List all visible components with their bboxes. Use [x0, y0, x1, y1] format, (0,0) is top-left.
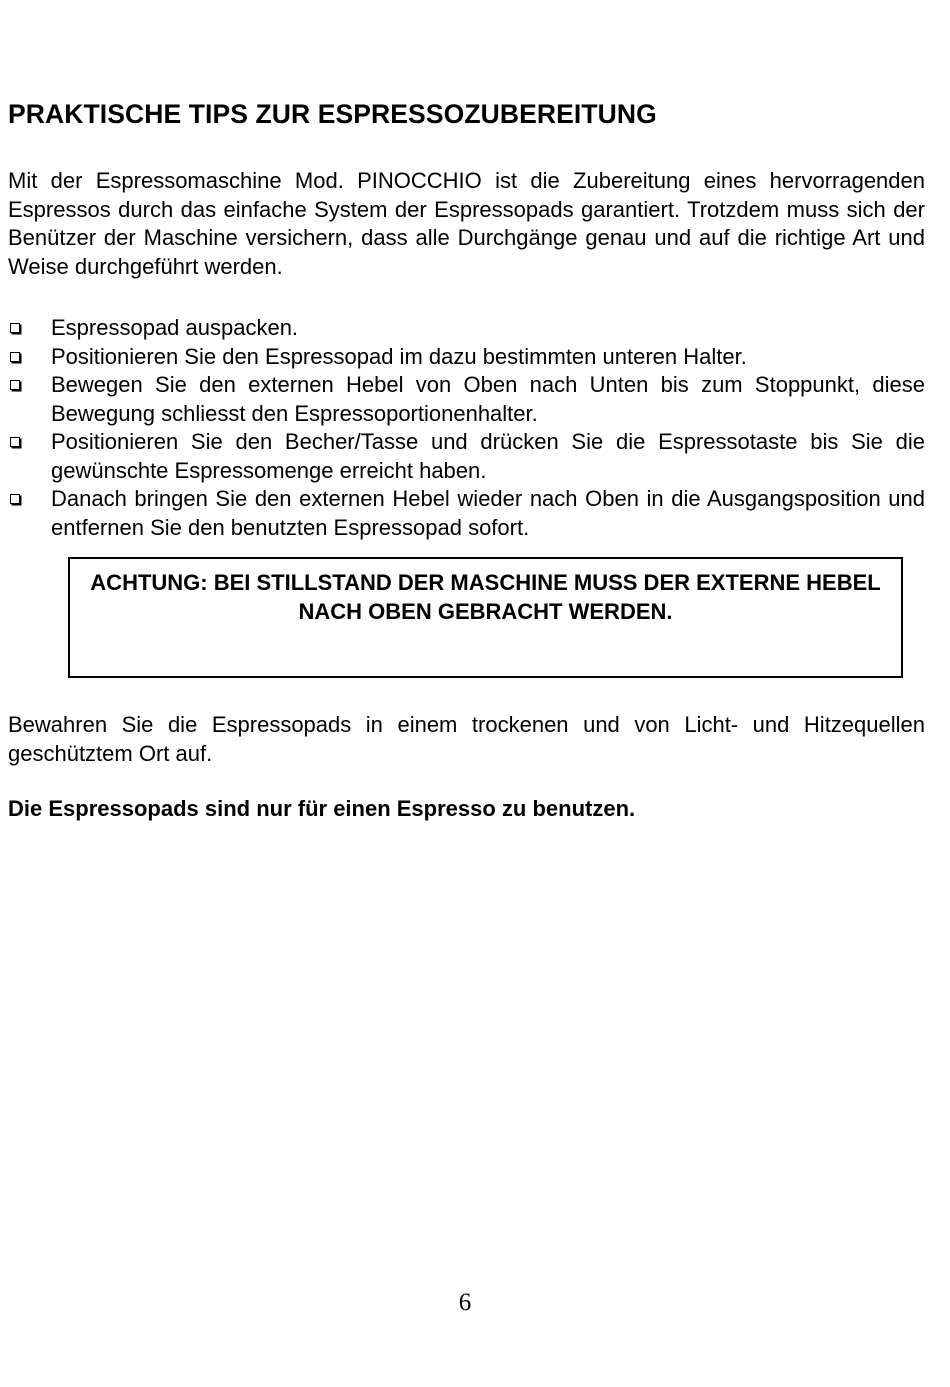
list-item — [8, 371, 925, 428]
warning-text: ACHTUNG: BEI STILLSTAND DER MASCHINE MUSS DER EXTERNE HEBEL NACH OBEN GEBRACHT WERDEN. — [90, 570, 881, 624]
preparation-steps-list — [8, 314, 925, 542]
page-heading: PRAKTISCHE TIPS ZUR ESPRESSOZUBEREITUNG — [8, 99, 657, 129]
single-use-note: Die Espressopads sind nur für einen Espresso zu benutzen. — [8, 796, 636, 821]
checkbox-bullet-icon — [10, 437, 20, 447]
list-item — [8, 485, 925, 542]
warning-box — [68, 557, 903, 678]
checkbox-bullet-icon — [10, 323, 20, 333]
checkbox-bullet-icon — [10, 380, 20, 390]
checkbox-bullet-icon — [10, 352, 20, 362]
list-item — [8, 428, 925, 485]
step-text: Positionieren Sie den Becher/Tasse und drücken Sie die Espressotaste bis Sie die gewünschte Espressomenge erreicht haben. — [51, 429, 925, 483]
page-number: 6 — [458, 1289, 472, 1316]
step-text: Bewegen Sie den externen Hebel von Oben nach Unten bis zum Stoppunkt, diese Bewegung schliesst den Espressoportionenhalter. — [51, 372, 925, 426]
list-item — [8, 314, 925, 343]
intro-paragraph: Mit der Espressomaschine Mod. PINOCCHIO ist die Zubereitung eines hervorragenden Espressos durch das einfache System der Espressopads garantiert. Trotzdem muss sich der Benützer der Maschine versichern, dass alle Durchgänge genau und auf die richtige Art und Weise durchgeführt werden. — [8, 168, 925, 279]
step-text: Danach bringen Sie den externen Hebel wieder nach Oben in die Ausgangsposition und entfernen Sie den benutzten Espressopad sofort. — [51, 486, 925, 540]
checkbox-bullet-icon — [10, 494, 20, 504]
storage-note: Bewahren Sie die Espressopads in einem trockenen und von Licht- und Hitzequellen geschütztem Ort auf. — [8, 712, 925, 766]
step-text: Espressopad auspacken. — [51, 315, 299, 340]
list-item — [8, 343, 925, 372]
step-text: Positionieren Sie den Espressopad im dazu bestimmten unteren Halter. — [51, 343, 747, 369]
